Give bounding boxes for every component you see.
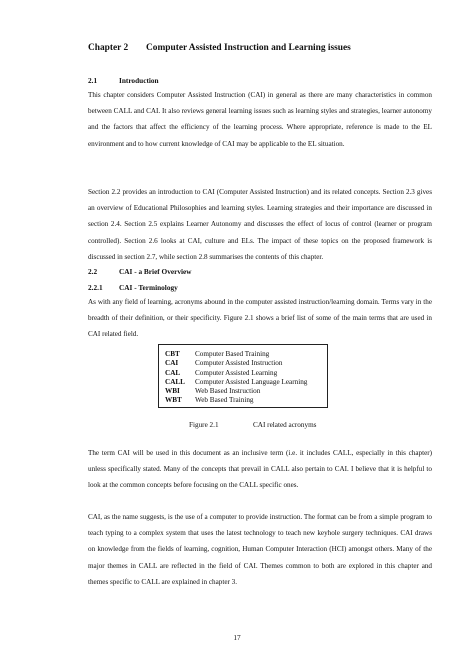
chapter-heading (88, 43, 351, 53)
paragraph-terminology: As with any field of learning, acronyms abound in the computer assisted instruction/learning domain. Terms vary in the breadth of their definition, or their specificity. Figure 2.1 shows a brief list of some of the main terms that are used in CAI related field. (88, 298, 432, 339)
figure-caption-text: CAI related acronyms (253, 421, 317, 429)
acronym-row (165, 350, 327, 359)
paragraph-intro: This chapter considers Computer Assisted Instruction (CAI) in general as there are many characteristics in common between CALL and CAI. It also reviews general learning issues such as learning styles and strategies, learner autonomy and the factors that affect the efficiency of the learning process. Where appropriate, reference is made to the EL environment and to how current knowledge of CAI may be applicable to the EL situation. (88, 91, 432, 148)
paragraph-cai-term: The term CAI will be used in this document as an inclusive term (i.e. it includes CALL, especially in this chapter) unless specifically stated. Many of the concepts that prevail in CALL also pertain to CAI. I believe that it is helpful to look at the common concepts before focusing on the CALL specific ones. (88, 449, 432, 490)
acronym-meaning: Computer Based Training (195, 350, 270, 358)
acronym-table (158, 344, 328, 408)
page-number: 17 (233, 633, 241, 642)
section-heading-overview (88, 267, 192, 276)
acronym-meaning: Web Based Instruction (195, 387, 261, 396)
section-title: CAI - a Brief Overview (119, 267, 192, 276)
acronym-meaning: Computer Assisted Language Learning (195, 377, 308, 386)
subsection-heading-terminology (88, 283, 178, 292)
paragraph-cai-definition: CAI, as the name suggests, is the use of a computer to provide instruction. The format can be from a simple program to teach typing to a complex system that uses the latest technology to teach new keyhole surgery techniques. CAI draws on knowledge from the fields of learning, cognition, Human Computer Interaction (HCI) amongst others. Many of the major themes in CALL are reflected in the field of CAI. Themes common to both are explored in this chapter and themes specific to CALL are explained in chapter 3. (88, 513, 432, 586)
acronym-row (165, 396, 327, 405)
figure-caption (189, 421, 316, 429)
acronym: WBI (165, 387, 180, 396)
acronym: CBT (165, 350, 180, 358)
subsection-number: 2.2.1 (88, 283, 103, 292)
paragraph-sections-overview: Section 2.2 provides an introduction to CAI (Computer Assisted Instruction) and its related concepts. Section 2.3 gives an overview of Educational Philosophies and learning styles. Learning strategies and their importance are discussed in section 2.4. Section 2.5 explains Learner Autonomy and discusses the effect of locus of control (learner or program controlled). Section 2.6 looks at CAI, culture and ELs. The impact of these topics on the proposed framework is discussed in section 2.7, while section 2.8 summarises the contents of this chapter. (88, 188, 432, 261)
acronym: WBT (165, 396, 182, 405)
section-number: 2.1 (88, 76, 98, 85)
chapter-number: Chapter 2 (88, 43, 129, 53)
acronym-row (165, 359, 327, 368)
acronym: CALL (165, 377, 185, 386)
acronym-row (165, 378, 327, 387)
section-number: 2.2 (88, 267, 98, 276)
acronym-row (165, 387, 327, 396)
acronym: CAL (165, 368, 181, 377)
acronym-meaning: Computer Assisted Instruction (195, 359, 283, 368)
section-heading-intro (88, 76, 159, 85)
acronym-meaning: Computer Assisted Learning (195, 368, 278, 377)
acronym-meaning: Web Based Training (195, 396, 254, 405)
acronym: CAI (165, 359, 179, 368)
figure-number: Figure 2.1 (189, 421, 219, 429)
section-title: Introduction (119, 76, 159, 85)
chapter-title: Computer Assisted Instruction and Learning issues (146, 43, 351, 53)
acronym-row (165, 369, 327, 378)
subsection-title: CAI - Terminology (119, 283, 178, 292)
